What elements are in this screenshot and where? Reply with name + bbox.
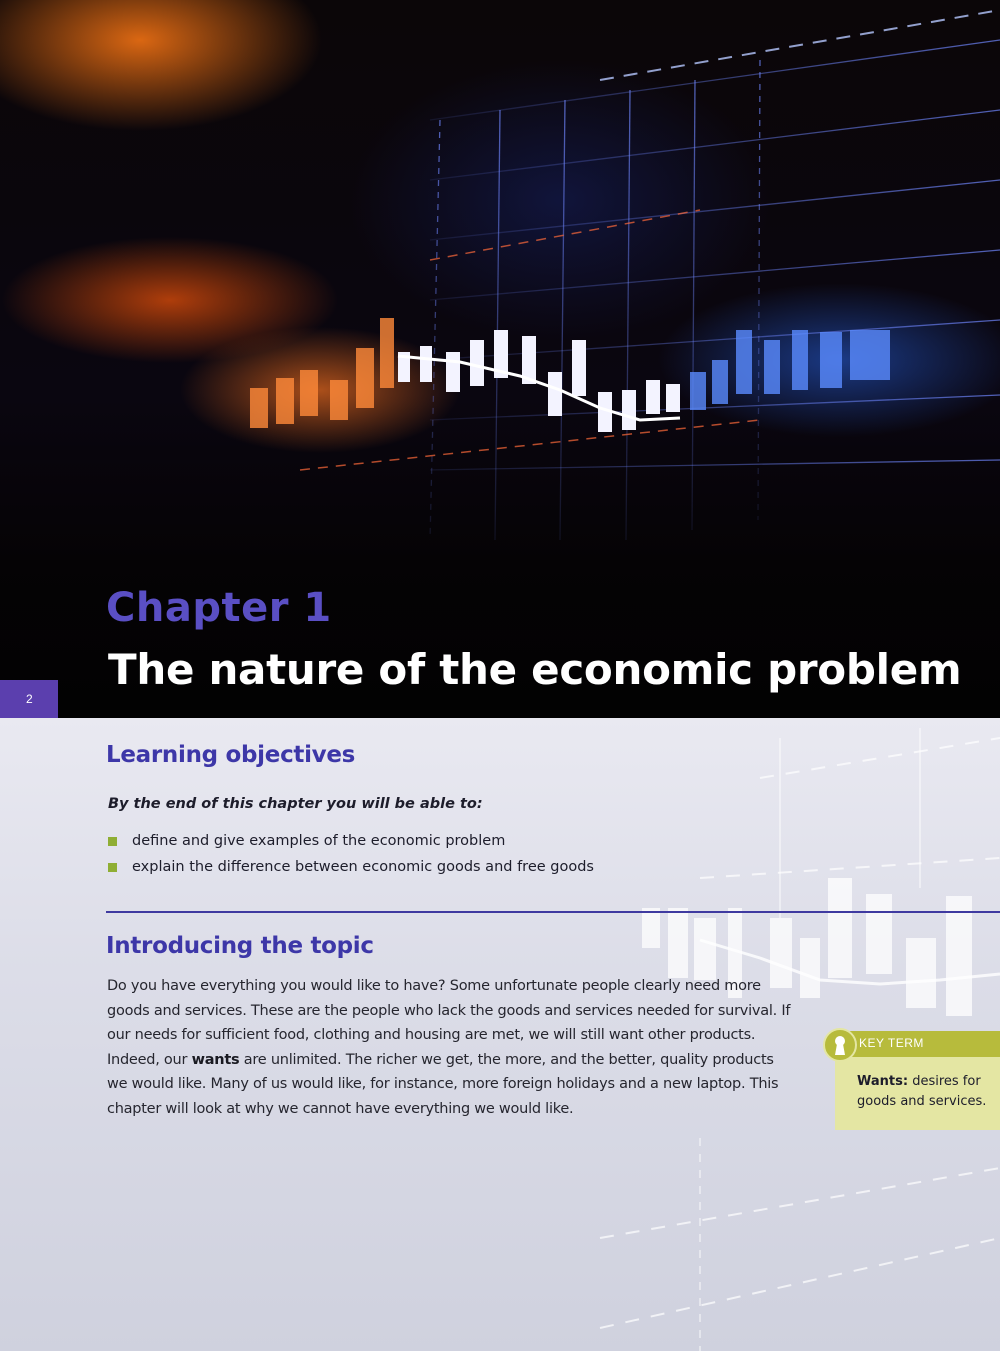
page-number-tab (0, 680, 58, 718)
list-item: define and give examples of the economic problem (106, 830, 594, 856)
page-number: 2 (26, 692, 33, 706)
introducing-topic-heading: Introducing the topic (106, 933, 374, 959)
paragraph-text: Do you have everything you would like to have? Some unfortunate people clearly need more goods and services. These are the people who lack the goods and services needed for survival. If our needs for sufficient food, clothing and housing are met, we will still want other products. Indeed, our (107, 978, 791, 1068)
key-term-box (835, 1031, 1000, 1130)
list-item: explain the difference between economic goods and free goods (106, 856, 594, 882)
key-term-word: Wants: (857, 1074, 909, 1089)
key-term-highlight: wants (191, 1051, 240, 1068)
keyhole-icon (823, 1028, 857, 1062)
learning-objectives-intro: By the end of this chapter you will be able to: (108, 796, 483, 812)
introducing-topic-paragraph (107, 974, 797, 1121)
learning-objectives-list (106, 830, 594, 882)
learning-objectives-heading: Learning objectives (106, 742, 356, 768)
paragraph-text: are unlimited. The richer we get, the more, and the better, quality products we would like. Many of us would like, for instance, more foreign holidays and a new laptop. This chapter will look at why we cannot have everything we would like. (107, 1051, 779, 1117)
key-term-label: KEY TERM (859, 1036, 924, 1050)
section-divider (106, 911, 1000, 913)
key-term-text: desires for goods and services. (857, 1074, 987, 1109)
key-term-definition (857, 1072, 997, 1112)
chapter-label: Chapter 1 (106, 585, 332, 631)
chapter-title: The nature of the economic problem (108, 645, 962, 694)
key-term-header (835, 1031, 1000, 1057)
